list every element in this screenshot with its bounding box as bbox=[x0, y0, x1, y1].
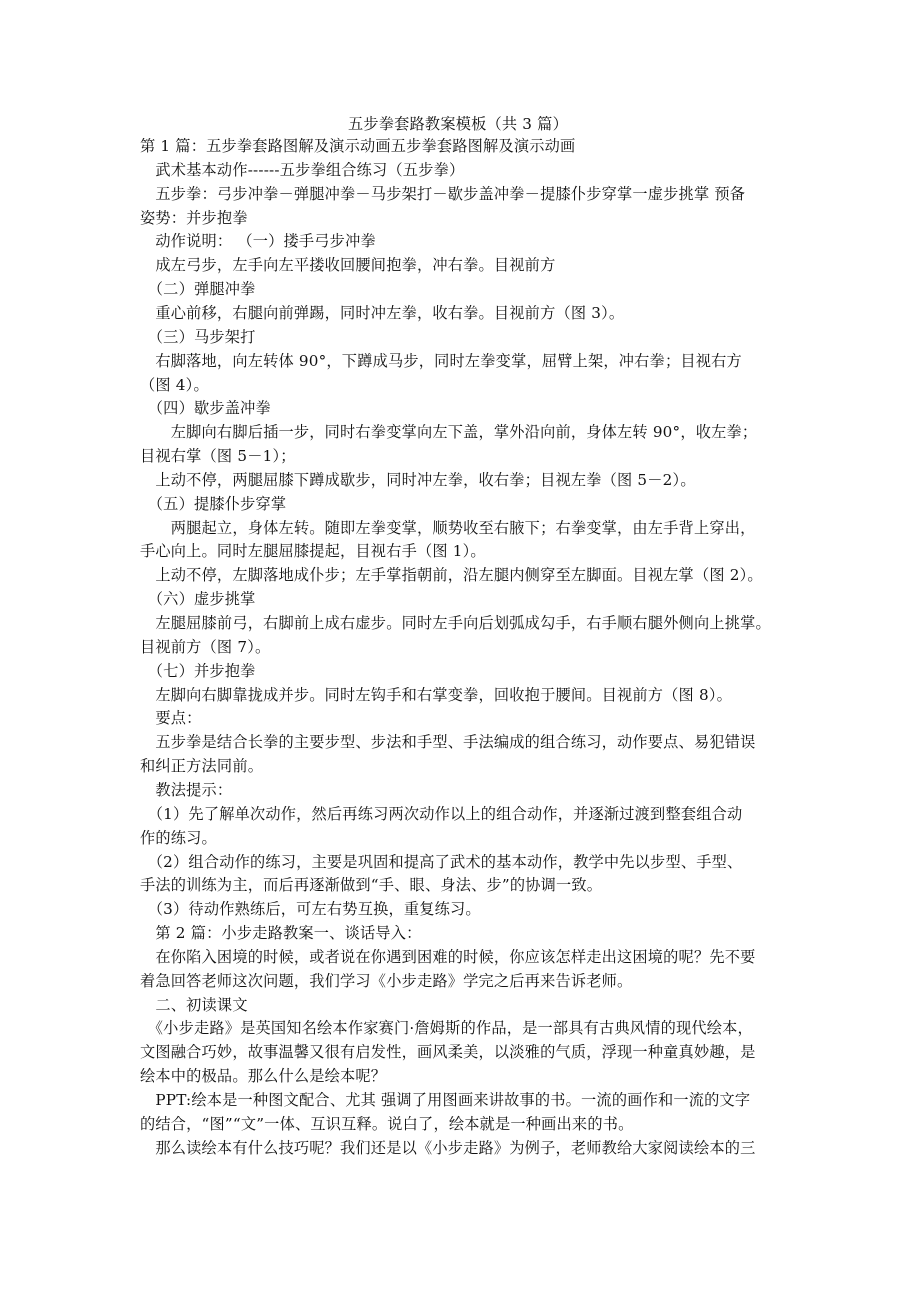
body-line: （六）虚步挑掌 bbox=[140, 590, 256, 608]
body-line: 教法提示： bbox=[140, 781, 233, 799]
body-line: 五步拳是结合长拳的主要步型、步法和手型、手法编成的组合练习，动作要点、易犯错误 bbox=[140, 733, 756, 751]
body-line: 二、初读课文 bbox=[140, 996, 248, 1014]
body-line: 在你陷入困境的时候，或者说在你遇到困难的时候，你应该怎样走出这困境的呢？先不要 bbox=[140, 948, 756, 966]
body-line: （1）先了解单次动作，然后再练习两次动作以上的组合动作，并逐渐过渡到整套组合动 bbox=[140, 805, 743, 823]
body-line: 左脚向右脚靠拢成并步。同时左钩手和右掌变拳，回收抱于腰间。目视前方（图 8）。 bbox=[140, 686, 733, 704]
body-line: 目视右掌（图 5－1）； bbox=[140, 447, 296, 465]
body-line: 重心前移，右腿向前弹踢，同时冲左拳，收右拳。目视前方（图 3）。 bbox=[140, 304, 625, 322]
body-line: 目视前方（图 7）。 bbox=[140, 638, 271, 656]
body-line: 动作说明： （一）搂手弓步冲拳 bbox=[140, 232, 376, 250]
body-line: （五）提膝仆步穿掌 bbox=[140, 495, 287, 513]
body-line: 要点： bbox=[140, 709, 202, 727]
body-line: 五步拳：弓步冲拳－弹腿冲拳－马步架打－歇步盖冲拳－提膝仆步穿掌一虚步挑掌 预备 bbox=[140, 185, 746, 203]
body-line: （二）弹腿冲拳 bbox=[140, 280, 256, 298]
body-line: 绘本中的极品。那么什么是绘本呢？ bbox=[140, 1067, 387, 1085]
body-line: 那么读绘本有什么技巧呢？我们还是以《小步走路》为例子，老师教给大家阅读绘本的三 bbox=[140, 1139, 756, 1157]
body-line: （图 4）。 bbox=[140, 376, 209, 394]
body-line: 姿势：并步抱拳 bbox=[140, 209, 248, 227]
body-line: 武术基本动作------五步拳组合练习（五步拳） bbox=[140, 161, 465, 179]
body-line: （七）并步抱拳 bbox=[140, 662, 256, 680]
body-line: 第 2 篇：小步走路教案一、谈话导入： bbox=[140, 924, 422, 942]
body-line: 着急回答老师这次问题，我们学习《小步走路》学完之后再来告诉老师。 bbox=[140, 972, 633, 990]
body-line: 成左弓步，左手向左平搂收回腰间抱拳，冲右拳。目视前方 bbox=[140, 256, 556, 274]
body-line: 手法的训练为主，而后再逐渐做到“手、眼、身法、步”的协调一致。 bbox=[140, 876, 603, 894]
body-line: （三）马步架打 bbox=[140, 328, 256, 346]
body-line: PPT:绘本是一种图文配合、尤其 强调了用图画来讲故事的书。一流的画作和一流的文字 bbox=[140, 1091, 751, 1109]
body-line: 右脚落地，向左转体 90°，下蹲成马步，同时左拳变掌，屈臂上架，冲右拳；目视右方 bbox=[140, 352, 742, 370]
body-line: 手心向上。同时左腿屈膝提起，目视右手（图 1）。 bbox=[140, 542, 486, 560]
body-line: （3）待动作熟练后，可左右势互换，重复练习。 bbox=[140, 900, 481, 918]
body-line: 文图融合巧妙，故事温馨又很有启发性，画风柔美，以淡雅的气质，浮现一种童真妙趣，是 bbox=[140, 1043, 756, 1061]
body-line: 左脚向右脚后插一步，同时右拳变掌向左下盖，掌外沿向前，身体左转 90°，收左拳； bbox=[140, 423, 758, 441]
body-line: 和纠正方法同前。 bbox=[140, 757, 264, 775]
document-title: 五步拳套路教案模板（共 3 篇） bbox=[348, 115, 568, 133]
body-line: 第 1 篇：五步拳套路图解及演示动画五步拳套路图解及演示动画 bbox=[140, 137, 576, 155]
body-line: （四）歇步盖冲拳 bbox=[140, 399, 271, 417]
body-line: 《小步走路》是英国知名绘本作家赛门·詹姆斯的作品，是一部具有古典风情的现代绘本， bbox=[140, 1019, 753, 1037]
body-line: 作的练习。 bbox=[140, 829, 217, 847]
body-line: 上动不停，两腿屈膝下蹲成歇步，同时冲左拳，收右拳；目视左拳（图 5－2）。 bbox=[140, 471, 696, 489]
body-line: 的结合，“图”“文”一体、互识互释。说白了，绘本就是一种画出来的书。 bbox=[140, 1115, 634, 1133]
body-line: （2）组合动作的练习，主要是巩固和提高了武术的基本动作，教学中先以步型、手型、 bbox=[140, 853, 743, 871]
body-line: 两腿起立，身体左转。随即左拳变掌，顺势收至右腋下；右拳变掌，由左手背上穿出， bbox=[140, 519, 756, 537]
body-line: 上动不停，左脚落地成仆步；左手掌指朝前，沿左腿内侧穿至左脚面。目视左掌（图 2）。 bbox=[140, 566, 763, 584]
body-line: 左腿屈膝前弓，右脚前上成右虚步。同时左手向后划弧成勾手，右手顺右腿外侧向上挑掌。 bbox=[140, 614, 771, 632]
